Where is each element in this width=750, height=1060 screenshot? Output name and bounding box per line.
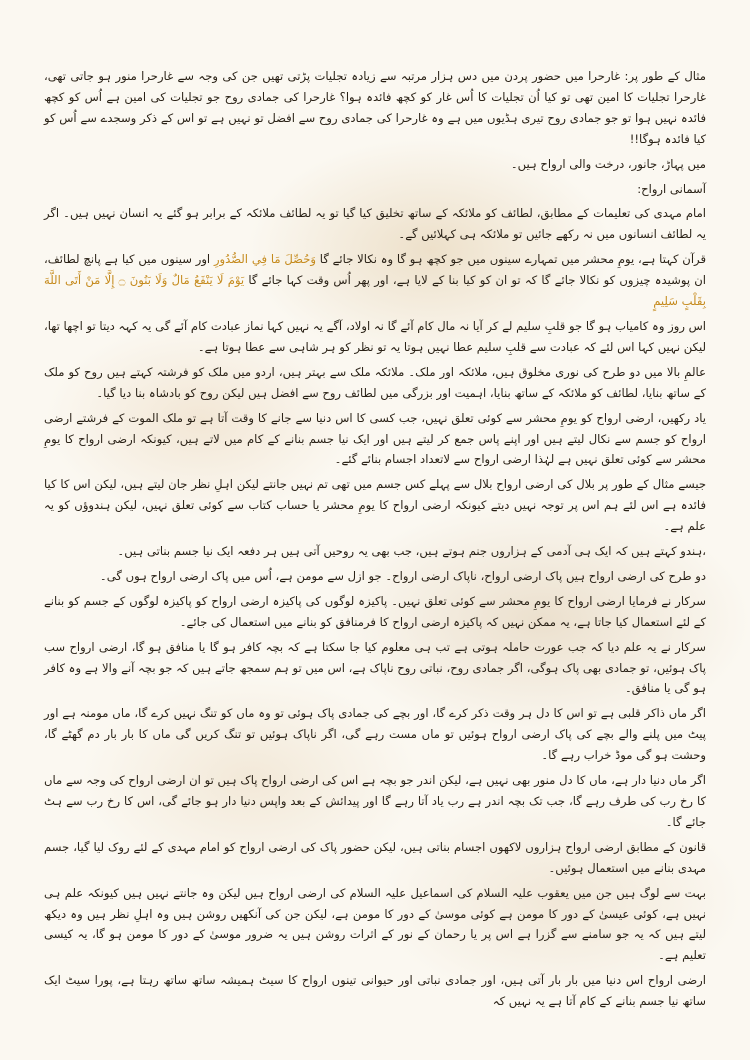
paragraph-bilal-example: جیسے مثال کے طور پر بلال کی ارضی ارواح بلال سے پہلے کس جسم میں تھی تم نہیں جانتے لیکن اہلِ نظر جان لیتے ہیں، لیکن اس کا کیا فائدہ ہے اس لئے ہم اس پر توجہ نہیں دیتے کیونکہ ارضی ارواح کا یومِ محشر یا حساب کتاب سے کوئی تعلق نہیں، لیکن ہندوؤں کو یہ علم ہے۔ [44, 477, 706, 534]
paragraph-earthly-spirits: میں پہاڑ، جانور، درخت والی ارواح ہیں۔ [510, 156, 706, 171]
paragraph-qalb-saleem: اس روز وہ کامیاب ہو گا جو قلبِ سلیم لے کر آیا نہ مال کام آئے گا نہ اولاد، آگے یہ نہیں کہا نماز عبادت کام آئے گی یہ کہہ دیتا تو اچھا تھا، لیکن نہیں کہا اس لئے کہ عبادت سے قلبِ سلیم عطا نہیں ہوتا یہ تو نظر کو ہر شاہی سے عطا ہوتا ہے۔ [44, 318, 706, 354]
paragraph-return-world: ارضی ارواح اس دنیا میں بار بار آتی ہیں، اور جمادی نباتی اور حیوانی تینوں ارواح کا سیٹ ہمیشہ ساتھ ساتھ رہتا ہے، پورا سیٹ ایک ساتھ نیا جسم بنانے کے کام آتا ہے یہ نہیں کہ [44, 973, 706, 1009]
quran-text-middle: اور سینوں میں کیا ہے پانچ لطائف، ان پوشیدہ چیزوں کو نکالا جائے گا کہ تو ان کو کیا بنا کے لایا ہے، اور پھر اُس وقت کہا جائے گا [44, 252, 706, 288]
paragraph-sarkar-farmaya: سرکار نے فرمایا ارضی ارواح کا یومِ محشر سے کوئی تعلق نہیں۔ پاکیزہ لوگوں کی پاکیزہ ارضی ارواح کو پاکیزہ لوگوں کے جسم کو بنانے کے لئے استعمال کیا جاتا ہے، یہ ممکن نہیں کہ پاکیزہ ارضی ارواح کا فرمنافق کو بنانے میں استعمال کی جائے۔ [44, 593, 706, 629]
quran-text-before: قرآن کہتا ہے، یومِ محشر میں تمہارے سینوں میں جو کچھ ہو گا وہ نکالا جائے گا [315, 252, 706, 267]
paragraph-yaad-rakhein: یاد رکھیں، ارضی ارواح کو یومِ محشر سے کوئی تعلق نہیں، جب کسی کا اس دنیا سے جانے کا وقت آتا ہے تو ملک الموت کے فرشتے ارضی ارواح کو جسم سے نکال لیتے ہیں اور اپنے پاس جمع کر لیتے ہیں اور ایک نیا جسم بنانے کے کام میں لاتے ہیں، کیونکہ ارضی ارواح کا یومِ محشر سے کوئی تعلق نہیں ہے لہٰذا ارضی ارواح سے لاتعداد اجسام بنائے گئے۔ [44, 410, 706, 467]
quran-ayah-2: يَوْمَ لَا يَنْفَعُ مَالٌ وَلَا بَنُونَ ۝ إِلَّا مَنْ أَتَى اللَّهَ بِقَلْبٍ سَلِيمٍ [44, 273, 706, 309]
paragraph-quran-verse [44, 249, 706, 312]
paragraph-law-bodies: قانون کے مطابق ارضی ارواح ہزاروں لاکھوں اجسام بناتی ہیں، لیکن حضور پاک کی ارضی ارواح کو امام مہدی کے لئے روک لیا گیا، جسم مہدی بنانے میں استعمال ہوئیں۔ [44, 839, 706, 875]
section-heading-heavenly-spirits: آسمانی ارواح: [637, 181, 706, 196]
paragraph-many-people: بہت سے لوگ ہیں جن میں یعقوب علیہ السلام کی اسماعیل علیہ السلام کی ارضی ارواح ہیں لیکن وہ جانتے نہیں ہیں کیونکہ علم ہی نہیں ہے، کوئی عیسیٰ کے دور کا مومن ہے کوئی موسیٰ کے دور کا مومن ہے، لیکن جن کی آنکھیں روشن ہیں وہ اہلِ نظر ہیں وہ دیکھ لیتے ہیں کہ یہ جو سامنے سے گزرا ہے اس پر یا رحمان کے نور کے اثرات روشن ہیں یہ ضرور موسیٰ کے دور کا مومن ہو گا، یہ کیسی تعلیم ہے۔ [44, 885, 706, 963]
paragraph-lataif-angels: امام مہدی کی تعلیمات کے مطابق، لطائف کو ملائکہ کے ساتھ تخلیق کیا گیا تو یہ لطائف ملائکہ کے برابر ہو گئے یہ انسان نہیں ہیں۔ اگر یہ لطائف انسانوں میں نہ رکھے جائیں تو ملائکہ ہی کہلائیں گے۔ [44, 206, 706, 242]
paragraph-noori-makhlooq: عالمِ بالا میں دو طرح کی نوری مخلوق ہیں، ملائکہ اور ملک۔ ملائکہ ملک سے بہتر ہیں، اردو میں ملک کو فرشتہ کہتے ہیں روح کو ملک کے ساتھ بنایا، لطائف کو ملائکہ کے ساتھ بنایا، اہمیت اور بزرگی میں لطائف روح سے افضل ہیں لیکن روح کو بادشاہ بنا دیا گیا۔ [44, 364, 706, 400]
paragraph-mother-zakir: اگر ماں ذاکر قلبی ہے تو اس کا دل ہر وقت ذکر کرے گا، اور بچے کی جمادی پاک ہوئی تو وہ ماں کو تنگ نہیں کرے گا، ماں مومنہ ہے اور پیٹ میں پلنے والے بچے کی پاک ارضی ارواح ہوئیں تو ماں مست رہے گی، اگر ناپاک ہوئیں تو تنگ کریں گی ماں کا بار بار دم گھٹے گا، وحشت ہو گی موڈ خراب رہے گا۔ [44, 706, 706, 763]
article-body [44, 66, 706, 1016]
paragraph-pregnancy: سرکار نے یہ علم دیا کہ جب عورت حاملہ ہوتی ہے تب ہی معلوم کیا جا سکتا ہے کہ بچہ کافر ہو گا یا منافق ہو گا، ارضی ارواح سب پاک ہوئیں، تو جمادی بھی پاک ہوگی، اگر جمادی روح، نباتی روح ناپاک ہے، اس میں تو ہم سمجھ جاتے ہیں کہ جو بچہ آنے والا ہے وہ کافر ہو گی یا منافق۔ [44, 639, 706, 696]
paragraph-hindu-belief: ،ہندو کہتے ہیں کہ ایک ہی آدمی کے ہزاروں جنم ہوتے ہیں، جب بھی یہ روحیں آتی ہیں ہر دفعہ ایک نیا جسم بناتی ہیں۔ [117, 544, 706, 559]
quran-ayah-1: وَحُصِّلَ مَا فِي الصُّدُورِ [213, 252, 316, 267]
paragraph-two-kinds: دو طرح کی ارضی ارواح ہیں پاک ارضی ارواح، ناپاک ارضی ارواح۔ جو ازل سے مومن ہے، اُس میں پاک ارضی ارواح ہوں گی۔ [99, 568, 706, 583]
paragraph-mother-worldly: اگر ماں دنیا دار ہے، ماں کا دل منور بھی نہیں ہے، لیکن اندر جو بچہ ہے اس کی ارضی ارواح پاک ہیں تو ان ارضی ارواح کی وجہ سے ماں کا رخ رب کی طرف رہے گا، جب تک بچہ اندر ہے رب یاد آتا رہے گا اور پیدائش کے بعد واپس دنیا دار ہو جائے گی، اس کا رخ رب سے ہٹ جائے گا۔ [44, 773, 706, 829]
paragraph-ghar-hira: مثال کے طور پر: غارحرا میں حضور پردن میں دس ہزار مرتبہ سے زیادہ تجلیات پڑتی تھیں جن کی وجہ سے غارحرا منور ہو جاتی تھی، غارحرا تجلیات کا امین تھی تو کیا اُن تجلیات کا اُس غار کو کچھ فائدہ ہوا؟ غارحرا کی جمادی روح جو تجلیات کی امین ہے اُس کو کچھ فائدہ نہیں ہوا تو جو جمادی روح تیری ہڈیوں میں ہے وہ غارحرا کی جمادی روح سے افضل تو نہیں ہے تو اس کے ذکر وسجدے سے اُس کو کیا فائدہ ہوگا!! [44, 69, 706, 146]
